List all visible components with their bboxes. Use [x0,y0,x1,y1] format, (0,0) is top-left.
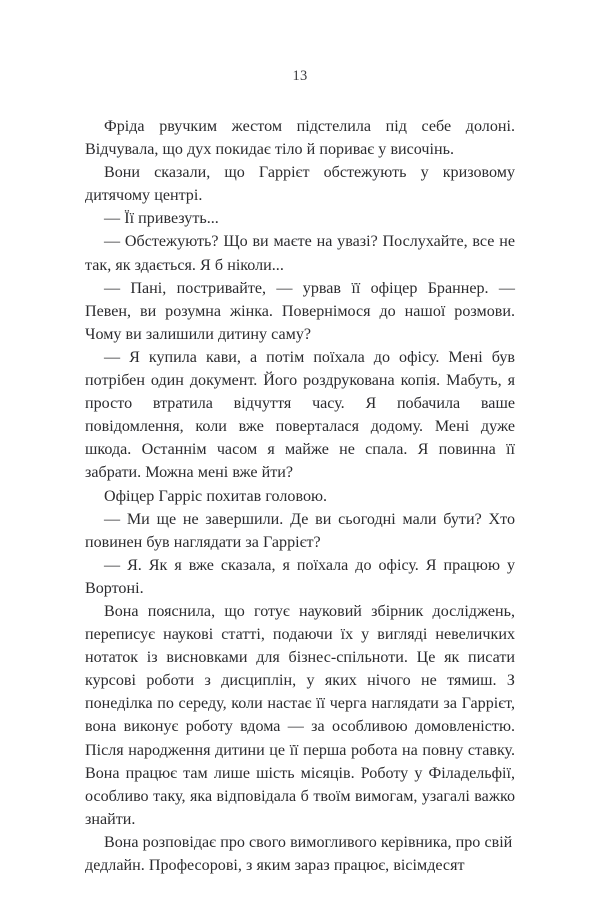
paragraph: — Її привезуть... [104,210,219,228]
paragraph: Вона розповідає про свого вимогливого керівника, про свій дедлайн. Професорові, з яким зараз працює, вісімдесят [85,833,513,874]
paragraph: Фріда рвучким жестом підстелила під себе долоні. Відчувала, що дух покидає тіло й пориває у височінь. [85,118,515,159]
paragraph: — Ми ще не завершили. Де ви сьогодні мали бути? Хто повинен був наглядати за Гаррієт? [85,510,515,551]
paragraph: — Я. Як я вже сказала, я поїхала до офісу. Я працюю у Вортоні. [85,556,515,597]
body-text-block [85,115,515,877]
paragraph: — Я купила кави, а потім поїхала до офісу. Мені був потрібен один документ. Його роздрукована копія. Мабуть, я просто втратила відчуття часу. Я побачила ваше повідомлення, коли вже поверталася додому. Мені дуже шкода. Останнім часом я майже не спала. Я повинна її забрати. Можна мені вже йти? [85,348,515,482]
page-number: 13 [292,68,308,84]
paragraph: Вона пояснила, що готує науковий збірник досліджень, переписує наукові статті, подаючи їх у вигляді невеличких нотаток із висновками для бізнес-спільноти. Це як писати курсові роботи з дисциплін, у яких нічого не тямиш. З понеділка по середу, коли настає її черга наглядати за Гаррієт, вона виконує роботу вдома — за особливою домовленістю. Після народження дитини це її перша робота на повну ставку. Вона працює там лише шість місяців. Роботу у Філадельфії, особливо таку, яка відповідала б твоїм вимогам, узагалі важко знайти. [85,602,515,828]
paragraph: Вони сказали, що Гаррієт обстежують у кризовому дитячому центрі. [85,164,515,205]
paragraph: — Пані, постривайте, — урвав її офіцер Браннер. — Певен, ви розумна жінка. Повернімося до нашої розмови. Чому ви залишили дитину саму? [85,279,515,343]
paragraph: — Обстежують? Що ви маєте на увазі? Послухайте, все не так, як здається. Я б ніколи... [85,233,515,274]
paragraph: Офіцер Гарріс похитав головою. [104,487,328,505]
